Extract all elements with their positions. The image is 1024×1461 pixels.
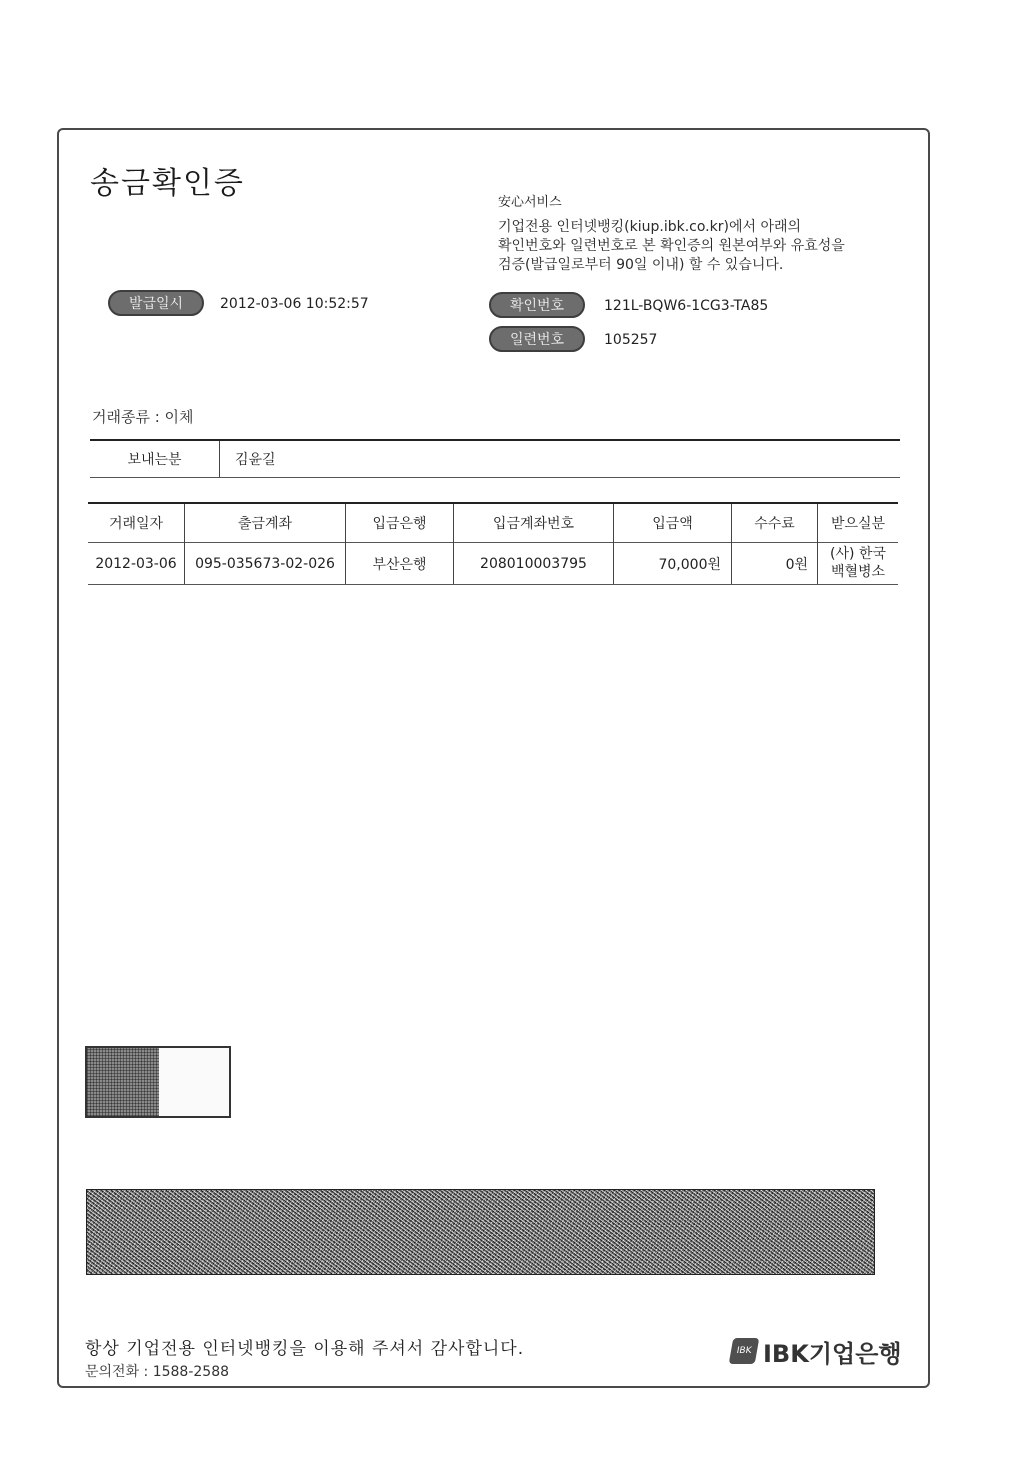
footer-message: 항상 기업전용 인터넷뱅킹을 이용해 주셔서 감사합니다. <box>85 1339 525 1359</box>
row-recipient <box>818 545 898 584</box>
sender-value: 김윤길 <box>235 452 276 468</box>
header-date: 거래일자 <box>108 516 164 532</box>
ibk-logo-icon: IBK <box>729 1338 760 1364</box>
header-recipient: 받으실분 <box>830 516 886 532</box>
header-amount: 입금액 <box>652 516 693 532</box>
transaction-kind: 거래종류 : 이체 <box>92 408 194 426</box>
row-from-account: 095-035673-02-026 <box>195 555 335 572</box>
sender-divider <box>219 441 220 478</box>
confirm-number-label: 확인번호 <box>489 292 585 318</box>
row-date: 2012-03-06 <box>95 555 177 572</box>
serial-number-label: 일련번호 <box>489 326 585 352</box>
security-code-blank <box>159 1048 229 1116</box>
ibk-logo <box>731 1335 902 1367</box>
row-fee: 0원 <box>785 556 808 573</box>
footer-phone: 문의전화 : 1588-2588 <box>85 1364 230 1380</box>
row-to-account: 208010003795 <box>480 555 587 572</box>
anshim-line: 확인번호와 일련번호로 본 확인증의 원본여부와 유효성을 <box>498 238 845 254</box>
anshim-service-title: 安心서비스 <box>498 195 562 210</box>
anshim-line: 검증(발급일로부터 90일 이내) 할 수 있습니다. <box>498 257 784 273</box>
anshim-line: 기업전용 인터넷뱅킹(kiup.ibk.co.kr)에서 아래의 <box>498 219 802 235</box>
recipient-line: 백혈병소 <box>830 564 886 580</box>
security-code-pattern <box>87 1048 159 1116</box>
recipient-line: (사) 한국 <box>830 546 886 562</box>
row-bank: 부산은행 <box>372 556 427 573</box>
serial-number-value: 105257 <box>604 332 658 348</box>
security-code-box <box>85 1046 231 1118</box>
header-fee: 수수료 <box>754 516 795 532</box>
header-to-account: 입금계좌번호 <box>492 516 575 532</box>
issue-date-value: 2012-03-06 10:52:57 <box>220 296 369 312</box>
tx-table-bottom-rule <box>88 584 898 585</box>
sender-label: 보내는분 <box>127 452 182 468</box>
header-from-account: 출금계좌 <box>237 516 293 532</box>
issue-date-label: 발급일시 <box>108 290 204 316</box>
sender-table-bottom-rule <box>90 477 900 478</box>
confirm-number-value: 121L-BQW6-1CG3-TA85 <box>604 298 769 314</box>
document-title: 송금확인증 <box>90 166 245 201</box>
anshim-service-description <box>498 218 903 275</box>
row-amount: 70,000원 <box>658 556 721 573</box>
header-bank: 입금은행 <box>372 516 427 532</box>
ibk-logo-text: IBK기업은행 <box>763 1339 902 1368</box>
verification-barcode <box>86 1189 875 1275</box>
